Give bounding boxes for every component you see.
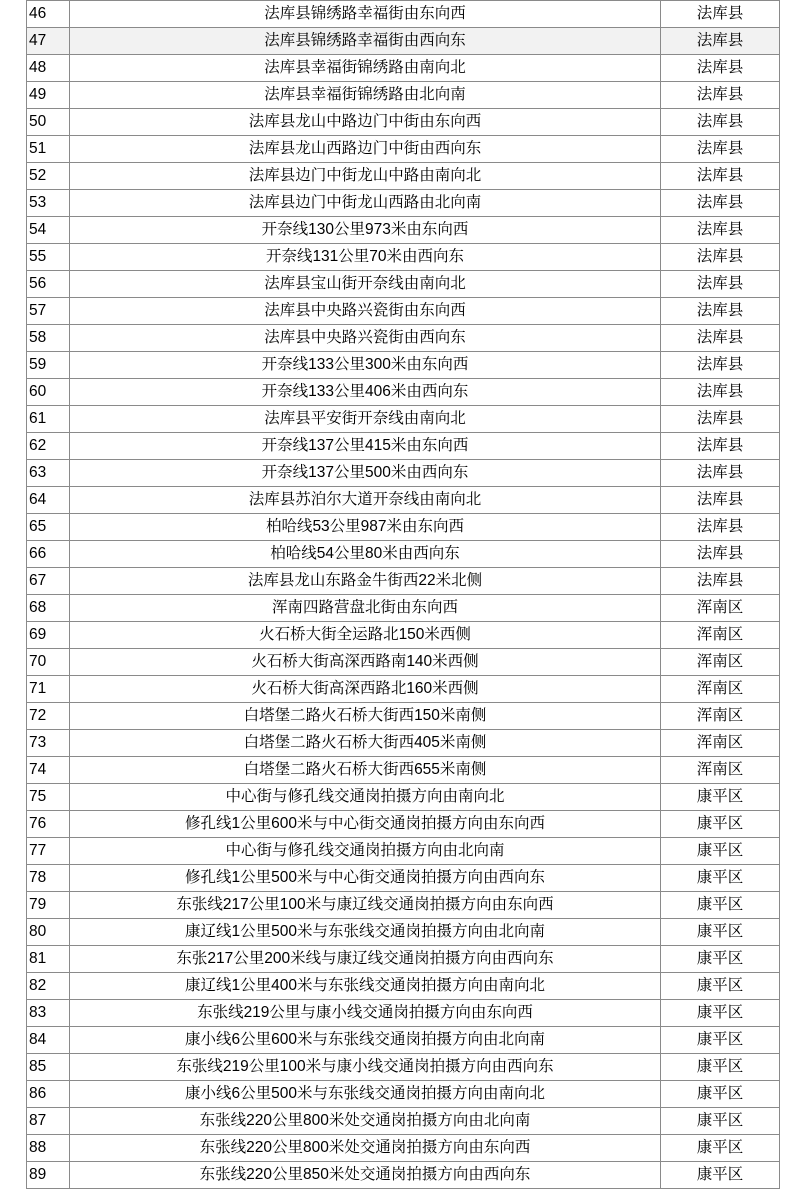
row-district-cell: 法库县 [661,298,780,325]
row-district-cell: 浑南区 [661,730,780,757]
table-row [27,649,780,676]
row-district-cell: 康平区 [661,811,780,838]
row-district-cell: 康平区 [661,892,780,919]
table-row [27,811,780,838]
row-district-cell: 法库县 [661,190,780,217]
row-index-cell: 58 [27,325,70,352]
row-index-cell: 81 [27,946,70,973]
table-row [27,163,780,190]
row-index-cell: 69 [27,622,70,649]
row-district-cell: 法库县 [661,55,780,82]
row-index-cell: 67 [27,568,70,595]
table-row [27,1081,780,1108]
row-location-cell: 法库县锦绣路幸福街由东向西 [70,1,661,28]
row-index-cell: 61 [27,406,70,433]
table-row [27,1054,780,1081]
row-index-cell: 52 [27,163,70,190]
row-index-cell: 80 [27,919,70,946]
row-location-cell: 东张线219公里100米与康小线交通岗拍摄方向由西向东 [70,1054,661,1081]
table-row [27,1135,780,1162]
row-index-cell: 60 [27,379,70,406]
table-row [27,136,780,163]
table-row [27,109,780,136]
row-location-cell: 开奈线137公里500米由西向东 [70,460,661,487]
row-location-cell: 开奈线130公里973米由东向西 [70,217,661,244]
table-row [27,595,780,622]
row-index-cell: 55 [27,244,70,271]
row-district-cell: 法库县 [661,217,780,244]
row-index-cell: 48 [27,55,70,82]
table-row [27,433,780,460]
row-index-cell: 56 [27,271,70,298]
table-row [27,865,780,892]
row-district-cell: 法库县 [661,487,780,514]
row-district-cell: 康平区 [661,838,780,865]
row-location-cell: 法库县幸福街锦绣路由南向北 [70,55,661,82]
row-district-cell: 法库县 [661,82,780,109]
row-index-cell: 51 [27,136,70,163]
row-index-cell: 72 [27,703,70,730]
table-row [27,1000,780,1027]
table-row [27,244,780,271]
row-location-cell: 法库县龙山东路金牛街西22米北侧 [70,568,661,595]
table-row [27,946,780,973]
row-district-cell: 法库县 [661,271,780,298]
row-district-cell: 浑南区 [661,757,780,784]
row-district-cell: 康平区 [661,1162,780,1189]
row-location-cell: 开奈线131公里70米由西向东 [70,244,661,271]
row-location-cell: 开奈线137公里415米由东向西 [70,433,661,460]
row-district-cell: 法库县 [661,352,780,379]
table-row [27,568,780,595]
row-location-cell: 中心街与修孔线交通岗拍摄方向由北向南 [70,838,661,865]
row-district-cell: 康平区 [661,1054,780,1081]
row-location-cell: 开奈线133公里406米由西向东 [70,379,661,406]
row-index-cell: 85 [27,1054,70,1081]
row-district-cell: 浑南区 [661,595,780,622]
row-district-cell: 康平区 [661,1081,780,1108]
table-row [27,703,780,730]
row-location-cell: 中心街与修孔线交通岗拍摄方向由南向北 [70,784,661,811]
row-index-cell: 49 [27,82,70,109]
row-index-cell: 50 [27,109,70,136]
row-district-cell: 法库县 [661,514,780,541]
table-row [27,919,780,946]
row-location-cell: 东张线220公里800米处交通岗拍摄方向由东向西 [70,1135,661,1162]
row-location-cell: 法库县龙山中路边门中街由东向西 [70,109,661,136]
row-location-cell: 法库县锦绣路幸福街由西向东 [70,28,661,55]
row-district-cell: 法库县 [661,28,780,55]
row-location-cell: 修孔线1公里600米与中心街交通岗拍摄方向由东向西 [70,811,661,838]
table-row [27,1108,780,1135]
row-index-cell: 63 [27,460,70,487]
table-row [27,28,780,55]
row-location-cell: 修孔线1公里500米与中心街交通岗拍摄方向由西向东 [70,865,661,892]
table-row [27,1162,780,1189]
row-location-cell: 东张线220公里800米处交通岗拍摄方向由北向南 [70,1108,661,1135]
table-row [27,622,780,649]
table-row [27,325,780,352]
row-district-cell: 康平区 [661,919,780,946]
row-location-cell: 柏哈线54公里80米由西向东 [70,541,661,568]
row-index-cell: 83 [27,1000,70,1027]
row-district-cell: 康平区 [661,784,780,811]
row-district-cell: 法库县 [661,406,780,433]
row-location-cell: 火石桥大街高深西路南140米西侧 [70,649,661,676]
table-row [27,784,780,811]
row-district-cell: 浑南区 [661,703,780,730]
row-location-cell: 白塔堡二路火石桥大街西150米南侧 [70,703,661,730]
row-location-cell: 火石桥大街全运路北150米西侧 [70,622,661,649]
row-index-cell: 47 [27,28,70,55]
table-row [27,298,780,325]
table-row [27,487,780,514]
row-location-cell: 东张线217公里100米与康辽线交通岗拍摄方向由东向西 [70,892,661,919]
row-district-cell: 法库县 [661,460,780,487]
row-location-cell: 法库县幸福街锦绣路由北向南 [70,82,661,109]
table-row [27,352,780,379]
table-row [27,676,780,703]
row-index-cell: 66 [27,541,70,568]
row-location-cell: 白塔堡二路火石桥大街西405米南侧 [70,730,661,757]
table-row [27,730,780,757]
row-district-cell: 法库县 [661,109,780,136]
table-row [27,82,780,109]
row-index-cell: 57 [27,298,70,325]
row-index-cell: 70 [27,649,70,676]
row-district-cell: 法库县 [661,568,780,595]
row-district-cell: 法库县 [661,136,780,163]
table-row [27,190,780,217]
row-district-cell: 康平区 [661,1135,780,1162]
table-row [27,271,780,298]
row-index-cell: 79 [27,892,70,919]
row-location-cell: 法库县宝山街开奈线由南向北 [70,271,661,298]
row-district-cell: 法库县 [661,1,780,28]
row-district-cell: 法库县 [661,325,780,352]
row-location-cell: 开奈线133公里300米由东向西 [70,352,661,379]
row-index-cell: 46 [27,1,70,28]
row-index-cell: 73 [27,730,70,757]
row-location-cell: 法库县平安街开奈线由南向北 [70,406,661,433]
table-row [27,973,780,1000]
row-index-cell: 62 [27,433,70,460]
row-district-cell: 康平区 [661,865,780,892]
row-index-cell: 74 [27,757,70,784]
row-district-cell: 法库县 [661,541,780,568]
table-row [27,838,780,865]
table-row [27,217,780,244]
table-row [27,460,780,487]
table-row [27,379,780,406]
row-location-cell: 法库县苏泊尔大道开奈线由南向北 [70,487,661,514]
row-location-cell: 法库县中央路兴瓷街由西向东 [70,325,661,352]
row-index-cell: 87 [27,1108,70,1135]
row-location-cell: 浑南四路营盘北街由东向西 [70,595,661,622]
table-row [27,514,780,541]
row-district-cell: 康平区 [661,1027,780,1054]
row-district-cell: 浑南区 [661,649,780,676]
table-body [27,1,780,1189]
row-index-cell: 68 [27,595,70,622]
row-district-cell: 法库县 [661,379,780,406]
table-row [27,892,780,919]
row-district-cell: 康平区 [661,1000,780,1027]
row-district-cell: 法库县 [661,163,780,190]
row-index-cell: 53 [27,190,70,217]
row-location-cell: 法库县中央路兴瓷街由东向西 [70,298,661,325]
row-index-cell: 71 [27,676,70,703]
row-location-cell: 康小线6公里500米与东张线交通岗拍摄方向由南向北 [70,1081,661,1108]
row-index-cell: 54 [27,217,70,244]
row-location-cell: 火石桥大街高深西路北160米西侧 [70,676,661,703]
row-index-cell: 86 [27,1081,70,1108]
row-district-cell: 康平区 [661,1108,780,1135]
row-index-cell: 75 [27,784,70,811]
row-index-cell: 64 [27,487,70,514]
table-row [27,406,780,433]
row-location-cell: 柏哈线53公里987米由东向西 [70,514,661,541]
row-district-cell: 浑南区 [661,676,780,703]
row-district-cell: 浑南区 [661,622,780,649]
row-location-cell: 东张线220公里850米处交通岗拍摄方向由西向东 [70,1162,661,1189]
row-index-cell: 88 [27,1135,70,1162]
table-row [27,55,780,82]
row-index-cell: 84 [27,1027,70,1054]
row-location-cell: 东张线219公里与康小线交通岗拍摄方向由东向西 [70,1000,661,1027]
table-row [27,1027,780,1054]
row-district-cell: 法库县 [661,244,780,271]
row-location-cell: 法库县边门中街龙山中路由南向北 [70,163,661,190]
row-index-cell: 65 [27,514,70,541]
row-index-cell: 78 [27,865,70,892]
road-monitoring-table [26,0,780,1189]
row-location-cell: 法库县龙山西路边门中街由西向东 [70,136,661,163]
row-index-cell: 77 [27,838,70,865]
table-row [27,757,780,784]
row-index-cell: 89 [27,1162,70,1189]
row-index-cell: 76 [27,811,70,838]
row-location-cell: 康辽线1公里400米与东张线交通岗拍摄方向由南向北 [70,973,661,1000]
row-index-cell: 59 [27,352,70,379]
row-district-cell: 法库县 [661,433,780,460]
row-location-cell: 康小线6公里600米与东张线交通岗拍摄方向由北向南 [70,1027,661,1054]
row-index-cell: 82 [27,973,70,1000]
row-district-cell: 康平区 [661,946,780,973]
row-district-cell: 康平区 [661,973,780,1000]
table-row [27,1,780,28]
row-location-cell: 东张217公里200米线与康辽线交通岗拍摄方向由西向东 [70,946,661,973]
row-location-cell: 法库县边门中街龙山西路由北向南 [70,190,661,217]
row-location-cell: 康辽线1公里500米与东张线交通岗拍摄方向由北向南 [70,919,661,946]
row-location-cell: 白塔堡二路火石桥大街西655米南侧 [70,757,661,784]
table-row [27,541,780,568]
